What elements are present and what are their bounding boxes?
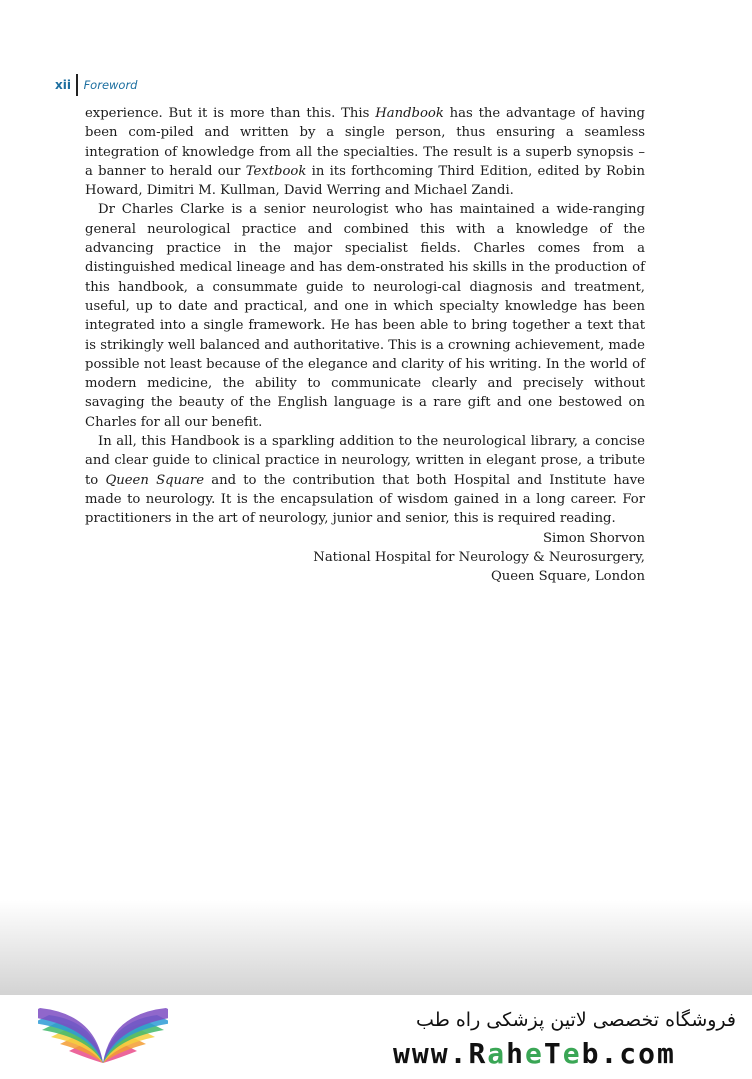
paragraph-2: Dr Charles Clarke is a senior neurologist who has maintained a wide-ranging general neurological practice and combined this with a knowledge of the advancing practice in the major specialist fields. Charles comes from a distinguished medical lineage and has dem-onstrated his skills in the production of this handbook, a consummate guide to neurologi-cal diagnosis and treatment, useful, up to date and practical, and one in which specialty knowledge has been integrated into a single framework. He has been able to bring together a text that is strikingly well balanced and authoritative. This is a crowning achievement, made possible not least because of the elegance and clarity of his writing. In the world of modern medicine, the ability to communicate clearly and precisely without savaging the beauty of the English language is a rare gift and one bestowed on Charles for all our benefit.: [85, 202, 645, 430]
url-letter-h: h: [506, 1037, 526, 1070]
watermark-banner: [0, 995, 752, 1079]
url-letter-b: b: [581, 1037, 601, 1070]
url-suffix: .com: [600, 1037, 676, 1070]
signature-name: Simon Shorvon: [542, 530, 645, 546]
url-letter-t: T: [543, 1037, 563, 1070]
url-letter-a: a: [487, 1037, 507, 1070]
signature-location: Queen Square, London: [491, 569, 645, 585]
url-letter-e: e: [525, 1037, 544, 1070]
url-prefix: www.: [393, 1037, 469, 1070]
page-number: xii: [55, 78, 71, 92]
shop-url: [393, 1037, 676, 1070]
paragraph-3: In all, this Handbook is a sparkling addition to the neurological library, a concise and clear guide to clinical practice in neurology, written in elegant prose, a tribute to Queen Square and to the contribution that both Hospital and Institute have made to neurology. It is the encapsulation of wisdom gained in a long career. For practitioners in the art of neurology, junior and senior, this is required reading.: [85, 434, 645, 527]
open-book-logo-icon: [38, 1001, 168, 1077]
paragraph-1: experience. But it is more than this. This Handbook has the advantage of having been com-piled and written by a single person, thus ensuring a seamless integration of knowledge from all the specialties. The result is a superb synopsis – a banner to herald our Textbook in its forthcoming Third Edition, edited by Robin Howard, Dimitri M. Kullman, David Werring and Michael Zandi.: [85, 106, 645, 199]
signature-block: [85, 529, 645, 587]
url-letter-e2: e: [562, 1037, 582, 1070]
running-header: [55, 74, 138, 96]
section-title: Foreword: [83, 78, 138, 92]
url-letter-r: R: [468, 1037, 488, 1070]
signature-affiliation: National Hospital for Neurology & Neurosurgery,: [313, 549, 645, 565]
shop-name: فروشگاه تخصصی لاتین پزشکی راه طب: [416, 1009, 736, 1031]
foreword-body: [85, 104, 645, 586]
page-shadow: [0, 900, 752, 995]
